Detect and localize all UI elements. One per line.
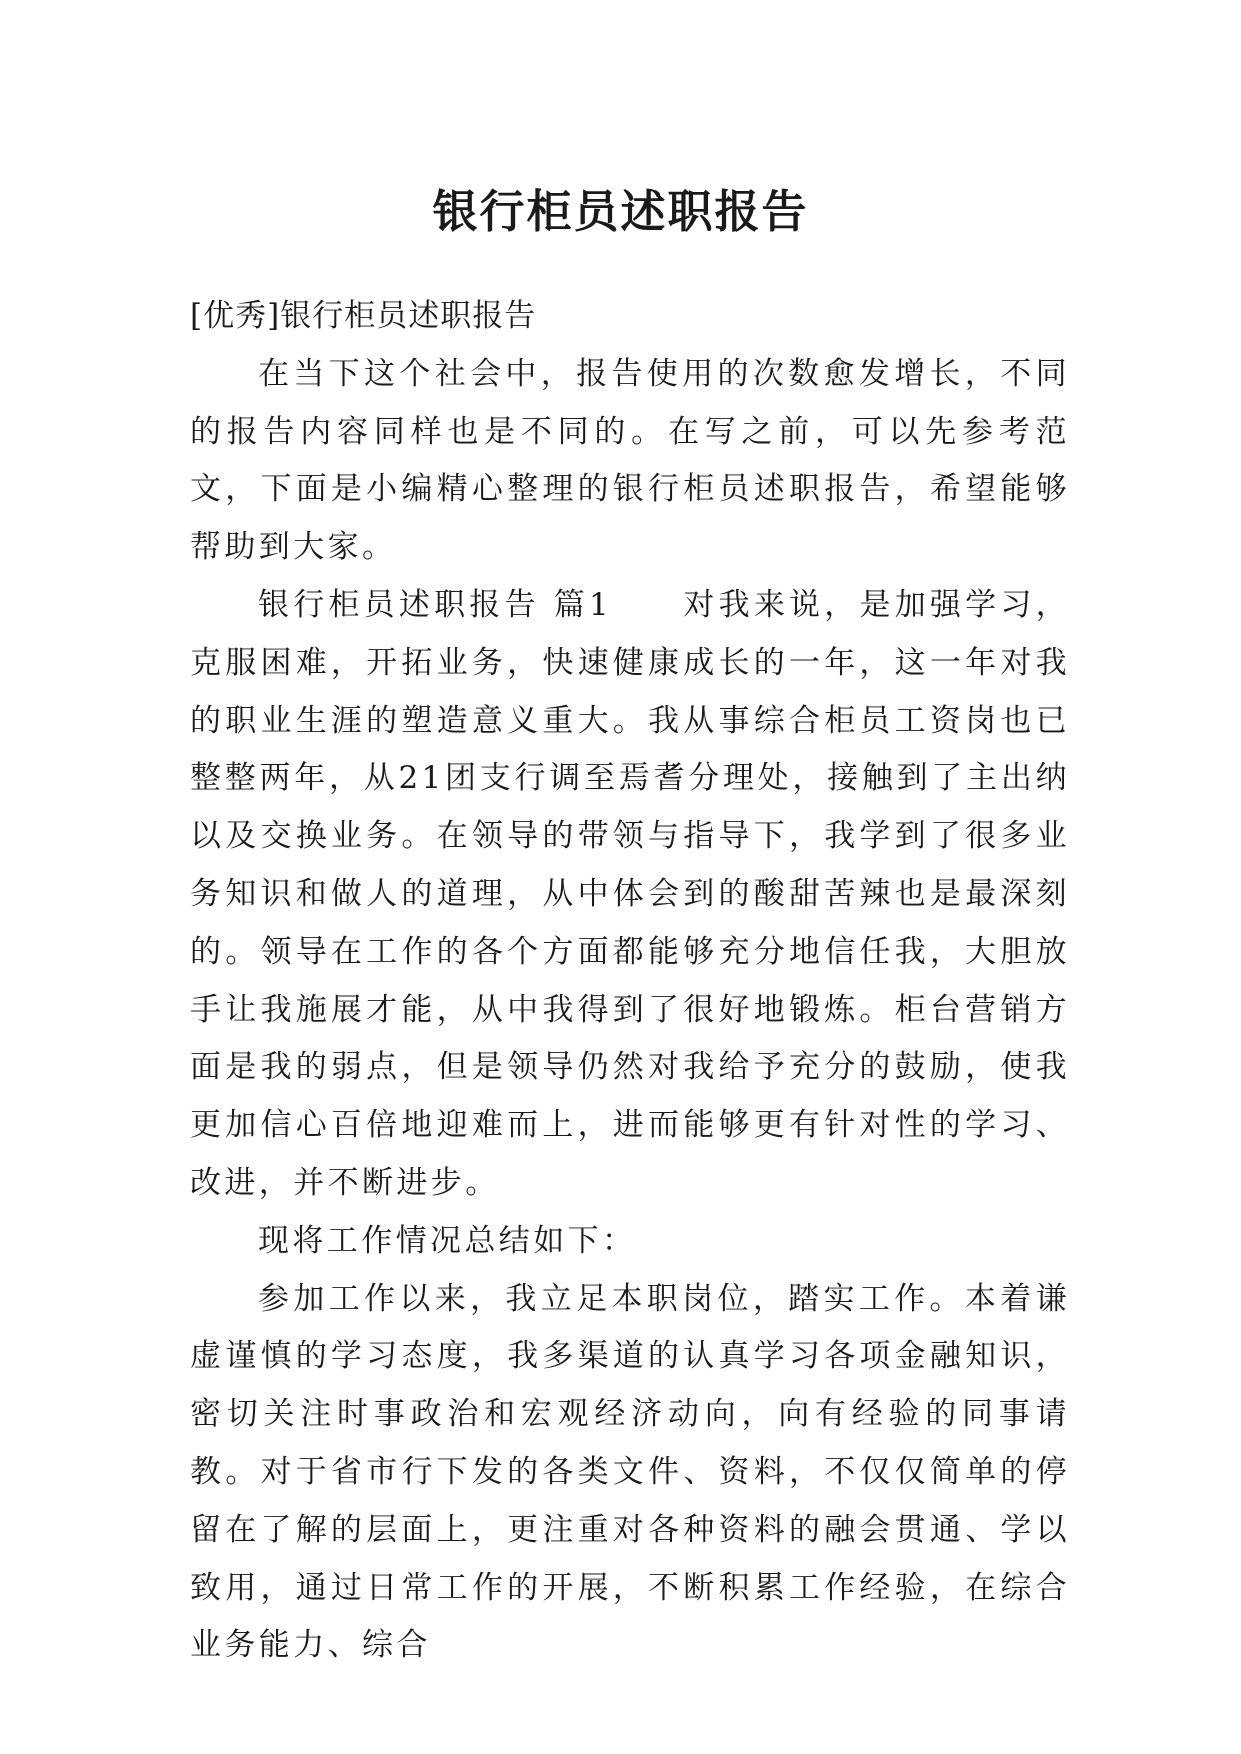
paragraph-intro: 在当下这个社会中，报告使用的次数愈发增长，不同的报告内容同样也是不同的。在写之前，可以先参考范文，下面是小编精心整理的银行柜员述职报告，希望能够帮助到大家。: [190, 355, 1070, 566]
document-title: 银行柜员述职报告: [432, 185, 809, 239]
document-body: [190, 288, 1070, 1675]
paragraph-summary-lead: 现将工作情况总结如下：: [258, 1222, 637, 1259]
paragraph-work-review: 参加工作以来，我立足本职岗位，踏实工作。本着谦虚谨慎的学习态度，我多渠道的认真学习各项金融知识，密切关注时事政治和宏观经济动向，向有经验的同事请教。对于省市行下发的各类文件、资料，不仅仅简单的停留在了解的层面上，更注重对各种资料的融会贯通、学以致用，通过日常工作的开展，不断积累工作经验，在综合业务能力、综合: [190, 1280, 1070, 1664]
paragraph-section-1: 银行柜员述职报告 篇1 对我来说，是加强学习，克服困难，开拓业务，快速健康成长的一年，这一年对我的职业生涯的塑造意义重大。我从事综合柜员工资岗也已整整两年，从21团支行调至焉耆分理处，接触到了主出纳以及交换业务。在领导的带领与指导下，我学到了很多业务知识和做人的道理，从中体会到的酸甜苦辣也是最深刻的。领导在工作的各个方面都能够充分地信任我，大胆放手让我施展才能，从中我得到了很好地锻炼。柜台营销方面是我的弱点，但是领导仍然对我给予充分的鼓励，使我更加信心百倍地迎难而上，进而能够更有针对性的学习、改进，并不断进步。: [190, 586, 1070, 1201]
document-subheading: [优秀]银行柜员述职报告: [190, 298, 537, 334]
